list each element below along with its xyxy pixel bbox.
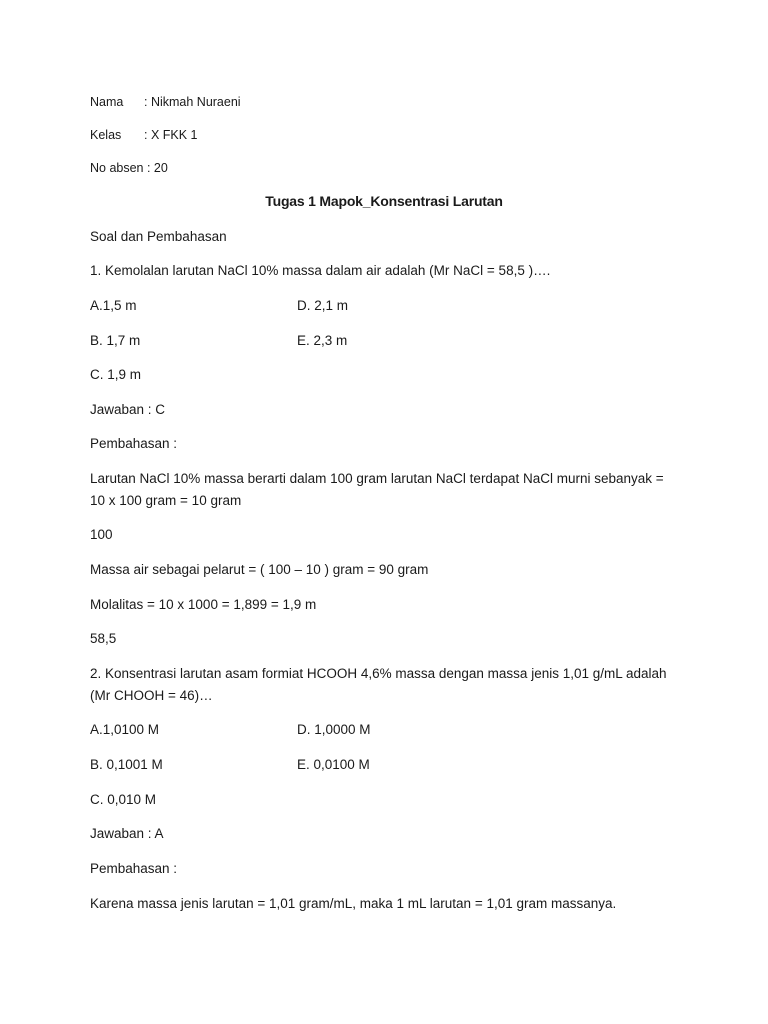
- q1-option-e: E. 2,3 m: [297, 333, 348, 348]
- q1-option-c: C. 1,9 m: [90, 367, 142, 382]
- q1-option-b: B. 1,7 m: [90, 333, 141, 348]
- q1-answer: Jawaban : C: [90, 402, 166, 417]
- q1-explanation-line: 58,5: [90, 631, 117, 646]
- kelas-label: Kelas: [90, 128, 122, 142]
- q1-explanation-line: 100: [90, 527, 113, 542]
- q2-option-e: E. 0,0100 M: [297, 757, 370, 772]
- q1-explanation-line: Larutan NaCl 10% massa berarti dalam 100 gram larutan NaCl terdapat NaCl murni sebanyak =: [90, 471, 664, 486]
- q2-option-a: A.1,0100 M: [90, 722, 160, 737]
- q1-explanation-line: 10 x 100 gram = 10 gram: [90, 493, 242, 508]
- q2-explanation-line: Karena massa jenis larutan = 1,01 gram/mL, maka 1 mL larutan = 1,01 gram massanya.: [90, 896, 617, 911]
- q1-option-d: D. 2,1 m: [297, 298, 349, 313]
- nama-value: : Nikmah Nuraeni: [144, 95, 241, 109]
- q1-explanation-line: Massa air sebagai pelarut = ( 100 – 10 ) gram = 90 gram: [90, 562, 429, 577]
- q2-answer: Jawaban : A: [90, 826, 164, 841]
- nama-label: Nama: [90, 95, 124, 109]
- kelas-row: [90, 126, 198, 144]
- page-title: Tugas 1 Mapok_Konsentrasi Larutan: [265, 193, 503, 209]
- absen-row: No absen : 20: [90, 161, 168, 175]
- subtitle: Soal dan Pembahasan: [90, 229, 227, 244]
- nama-row: [90, 93, 241, 111]
- q1-pembahasan-label: Pembahasan :: [90, 436, 178, 451]
- q1-option-a: A.1,5 m: [90, 298, 137, 313]
- q1-question: 1. Kemolalan larutan NaCl 10% massa dalam air adalah (Mr NaCl = 58,5 )….: [90, 263, 551, 278]
- q2-pembahasan-label: Pembahasan :: [90, 861, 178, 876]
- q2-question-cont: (Mr CHOOH = 46)…: [90, 688, 213, 703]
- q2-question: 2. Konsentrasi larutan asam formiat HCOOH 4,6% massa dengan massa jenis 1,01 g/mL adalah: [90, 666, 667, 681]
- kelas-value: : X FKK 1: [144, 128, 198, 142]
- q2-option-d: D. 1,0000 M: [297, 722, 371, 737]
- q1-explanation-line: Molalitas = 10 x 1000 = 1,899 = 1,9 m: [90, 597, 317, 612]
- q2-option-c: C. 0,010 M: [90, 792, 157, 807]
- q2-option-b: B. 0,1001 M: [90, 757, 163, 772]
